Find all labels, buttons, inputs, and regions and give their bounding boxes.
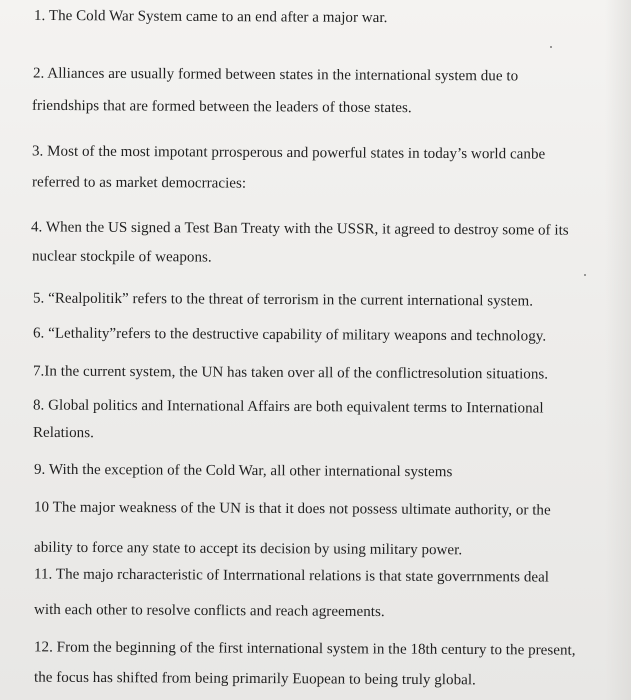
line-11: 8. Global politics and International Affairs are both equivalent terms to International: [32, 397, 544, 417]
line-3: friendships that are formed between the leaders of those states.: [31, 97, 412, 117]
line-2: 2. Alliances are usually formed between states in the international system due to: [32, 65, 519, 85]
line-7: nuclear stockpile of weapons.: [31, 248, 212, 266]
line-17: with each other to resolve conflicts and reach agreements.: [33, 601, 385, 621]
speck-mark: [550, 46, 552, 48]
line-6: 4. When the US signed a Test Ban Treaty with the USSR, it agreed to destroy some of its: [30, 219, 569, 239]
line-1: 1. The Cold War System came to an end after a major war.: [33, 7, 388, 27]
line-16: 11. The majo rcharacteristic of Interrnational relations is that state goverrnments deal: [33, 566, 550, 586]
line-13: 9. With the exception of the Cold War, all other international systems: [33, 461, 453, 481]
line-12: Relations.: [32, 424, 94, 442]
line-15: ability to force any state to accept its decision by using military power.: [33, 539, 463, 559]
page-shadow: [605, 0, 631, 700]
line-19: the focus has shifted from being primarily Euopean to being truly global.: [33, 669, 476, 689]
speck-mark: [584, 274, 586, 276]
line-18: 12. From the beginning of the first international system in the 18th century to the present,: [33, 639, 576, 659]
line-4: 3. Most of the most impotant prrosperous and powerful states in today’s world canbe: [31, 143, 546, 163]
line-5: referred to as market democrracies:: [31, 174, 247, 192]
line-10: 7.In the current system, the UN has taken over all of the conflictresolution situations.: [32, 363, 549, 383]
line-8: 5. “Realpolitik” refers to the threat of terrorism in the current international system.: [32, 290, 534, 310]
line-9: 6. “Lethality”refers to the destructive capability of military weapons and technology.: [32, 325, 547, 345]
line-14: 10 The major weakness of the UN is that it does not possess ultimate authority, or the: [33, 499, 551, 519]
